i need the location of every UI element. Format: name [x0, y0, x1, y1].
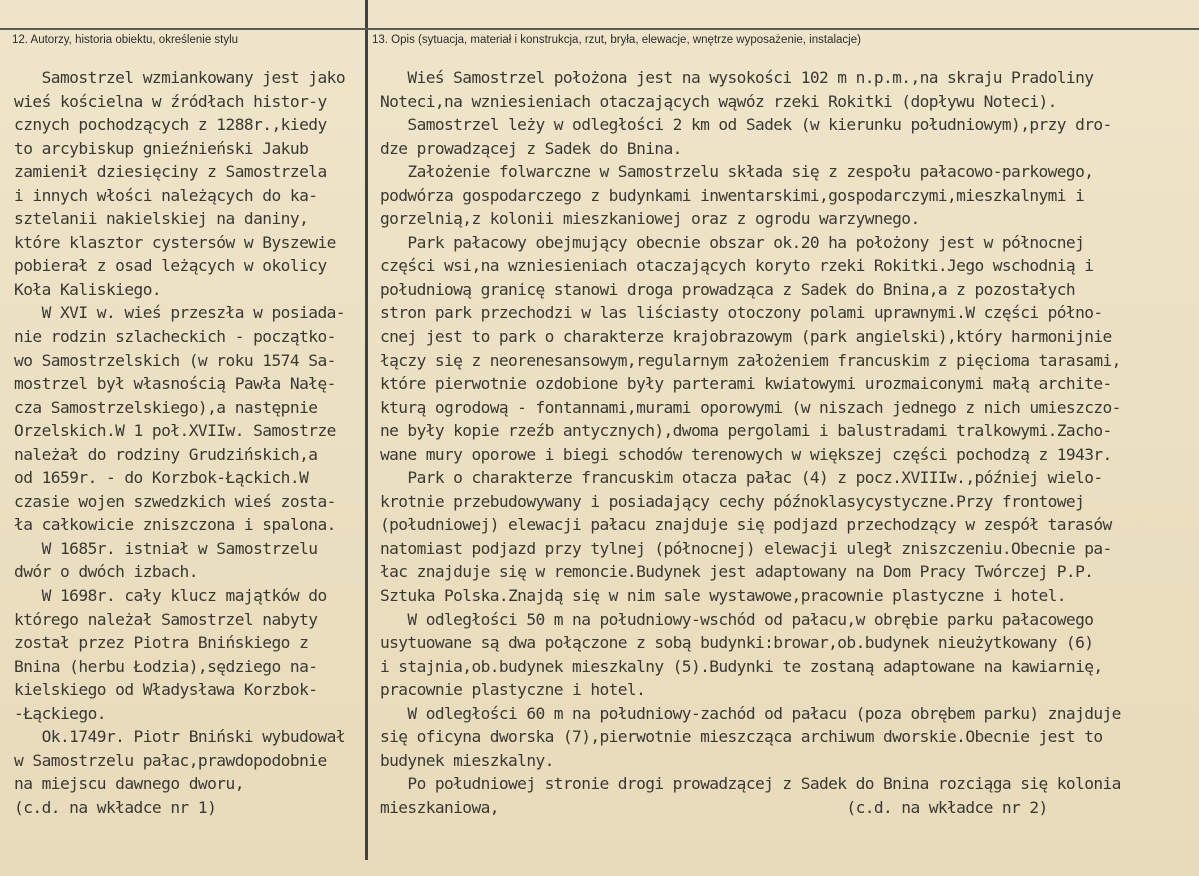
history-text-line: i innych włości należących do ka- — [14, 185, 318, 205]
history-text-line: Samostrzel wzmiankowany jest jako — [14, 68, 346, 87]
history-text-line: na miejscu dawnego dworu, — [14, 774, 244, 794]
history-text-line: kielskiego od Władysława Korzbok- — [14, 680, 318, 700]
description-text-line: wane mury oporowe i biegi schodów terenowych w większej części pochodzą z 1943r. — [380, 444, 1112, 464]
description-text-line: Sztuka Polska.Znajdą się w nim sale wystawowe,pracownie plastyczne i hotel. — [380, 586, 1066, 606]
description-text-line: Wieś Samostrzel położona jest na wysokości 102 m n.p.m.,na skraju Pradoliny — [380, 68, 1094, 87]
description-text-line: ne były kopie rzeźb antycznych),dwoma pergolami i balustradami tralkowymi.Zacho- — [380, 421, 1112, 441]
description-text-line: gorzelnią,z kolonii mieszkaniowej oraz z ogrodu warzywnego. — [380, 209, 920, 229]
history-text-line: zamienił dziesięciny z Samostrzela — [14, 162, 327, 182]
history-text-line: W 1685r. istniał w Samostrzelu — [14, 538, 318, 558]
history-text-line: nie rodzin szlacheckich - początko- — [14, 327, 336, 347]
history-text-line: w Samostrzelu pałac,prawdopodobnie — [14, 750, 327, 770]
description-text-line: które pierwotnie ozdobione były parterami kwiatowymi urozmaiconymi małą archite- — [380, 374, 1112, 394]
description-text-line: kturą ogrodową - fontannami,murami oporowymi (w niszach jednego z nich umieszczo- — [380, 397, 1121, 417]
history-text-line: Koła Kaliskiego. — [14, 279, 162, 299]
history-text-line: wieś kościelna w źródłach histor-y — [14, 91, 327, 111]
description-text-line: Park pałacowy obejmujący obecnie obszar ok.20 ha położony jest w północnej — [380, 232, 1085, 252]
history-text-line: którego należał Samostrzel nabyty — [14, 609, 318, 629]
history-text-line: dwór o dwóch izbach. — [14, 562, 198, 582]
description-text-line: się oficyna dworska (7),pierwotnie mieszcząca archiwum dworskie.Obecnie jest to — [380, 727, 1103, 747]
history-text-line: ła całkowicie zniszczona i spalona. — [14, 515, 336, 535]
description-text-line: łączy się z neorenesansowym,regularnym założeniem francuskim z pięcioma tarasami, — [380, 350, 1121, 370]
history-text-line: Orzelskich.W 1 poł.XVIIw. Samostrze — [14, 421, 336, 441]
description-text-line: części wsi,na wzniesieniach otaczających koryto rzeki Rokitki.Jego wschodnią i — [380, 256, 1094, 276]
description-text-line: Po południowej stronie drogi prowadzącej z Sadek do Bnina rozciąga się kolonia — [380, 774, 1121, 794]
description-text-line: dze prowadzącej z Sadek do Bnina. — [380, 138, 682, 158]
description-text-line: Park o charakterze francuskim otacza pałac (4) z pocz.XVIIIw.,później wielo- — [380, 468, 1103, 488]
column-divider — [365, 30, 368, 860]
description-text-line: łac znajduje się w remoncie.Budynek jest adaptowany na Dom Pracy Twórczej P.P. — [380, 562, 1094, 582]
description-text-line: W odległości 50 m na południowy-wschód od pałacu,w obrębie parku pałacowego — [380, 609, 1094, 629]
history-text-line: czasie wojen szwedzkich wieś zosta- — [14, 491, 336, 511]
history-text-column — [14, 66, 364, 820]
description-text-line: i stajnia,ob.budynek mieszkalny (5).Budynki te zostaną adaptowane na kawiarnię, — [380, 656, 1103, 676]
description-text-line: podwórza gospodarczego z budynkami inwentarskimi,gospodarczymi,mieszkalnymi i — [380, 185, 1085, 205]
history-text-line: -Łąckiego. — [14, 703, 106, 723]
column-divider-top — [365, 0, 368, 28]
description-text-line: krotnie przebudowywany i posiadający cechy późnoklasycystyczne.Przy frontowej — [380, 491, 1085, 511]
description-text-line: usytuowane są dwa połączone z sobą budynki:browar,ob.budynek nieużytkowany (6) — [380, 633, 1094, 653]
description-text-line: cnej jest to park o charakterze krajobrazowym (park angielski),który harmonijnie — [380, 327, 1112, 347]
history-text-line: które klasztor cystersów w Byszewie — [14, 232, 336, 252]
description-text-line: południową granicę stanowi droga prowadząca z Sadek do Bnina,a z pozostałych — [380, 279, 1076, 299]
description-text-line: W odległości 60 m na południowy-zachód od pałacu (poza obrębem parku) znajduje — [380, 703, 1121, 723]
history-text-line: W 1698r. cały klucz majątków do — [14, 586, 327, 606]
history-text-line: (c.d. na wkładce nr 1) — [14, 797, 217, 817]
history-text-line: to arcybiskup gnieźnieński Jakub — [14, 138, 309, 158]
description-text-line: (południowej) elewacji pałacu znajduje się podjazd przechodzący w zespół tarasów — [380, 515, 1112, 535]
history-text-line: wo Samostrzelskich (w roku 1574 Sa- — [14, 350, 336, 370]
history-text-line: W XVI w. wieś przeszła w posiada- — [14, 303, 346, 323]
left-column-header: 12. Autorzy, historia obiektu, określenie stylu — [12, 34, 239, 46]
history-text-line: Bnina (herbu Łodzia),sędziego na- — [14, 656, 318, 676]
history-text-line: został przez Piotra Bnińskiego z — [14, 633, 309, 653]
history-text-line: cza Samostrzelskiego),a następnie — [14, 397, 318, 417]
description-text-line: Samostrzel leży w odległości 2 km od Sadek (w kierunku południowym),przy dro- — [380, 115, 1112, 135]
history-text-line: sztelanii nakielskiej na daniny, — [14, 209, 309, 229]
description-text-line: Założenie folwarczne w Samostrzelu składa się z zespołu pałacowo-parkowego, — [380, 162, 1094, 182]
history-text-line: mostrzel był własnością Pawła Nałę- — [14, 374, 336, 394]
description-text-line: budynek mieszkalny. — [380, 750, 554, 770]
description-text-line: stron park przechodzi w las liściasty otoczony polami uprawnymi.W części półno- — [380, 303, 1103, 323]
description-text-line: mieszkaniowa, (c.d. na wkładce nr 2) — [380, 797, 1048, 817]
description-text-column — [380, 66, 1195, 820]
description-text-line: natomiast podjazd przy tylnej (północnej) elewacji uległ zniszczeniu.Obecnie pa- — [380, 538, 1112, 558]
header-rule — [0, 28, 1199, 30]
history-text-line: cznych pochodzących z 1288r.,kiedy — [14, 115, 327, 135]
history-text-line: Ok.1749r. Piotr Bniński wybudował — [14, 727, 346, 747]
history-text-line: od 1659r. - do Korzbok-Łąckich.W — [14, 468, 309, 488]
description-text-line: Noteci,na wzniesieniach otaczających wąwóz rzeki Rokitki (dopływu Noteci). — [380, 91, 1057, 111]
history-text-line: należał do rodziny Grudzińskich,a — [14, 444, 318, 464]
description-text-line: pracownie plastyczne i hotel. — [380, 680, 646, 700]
right-column-header: 13. Opis (sytuacja, materiał i konstrukcja, rzut, bryła, elewacje, wnętrze wyposażenie, instalacje) — [372, 34, 861, 46]
history-text-line: pobierał z osad leżących w okolicy — [14, 256, 327, 276]
